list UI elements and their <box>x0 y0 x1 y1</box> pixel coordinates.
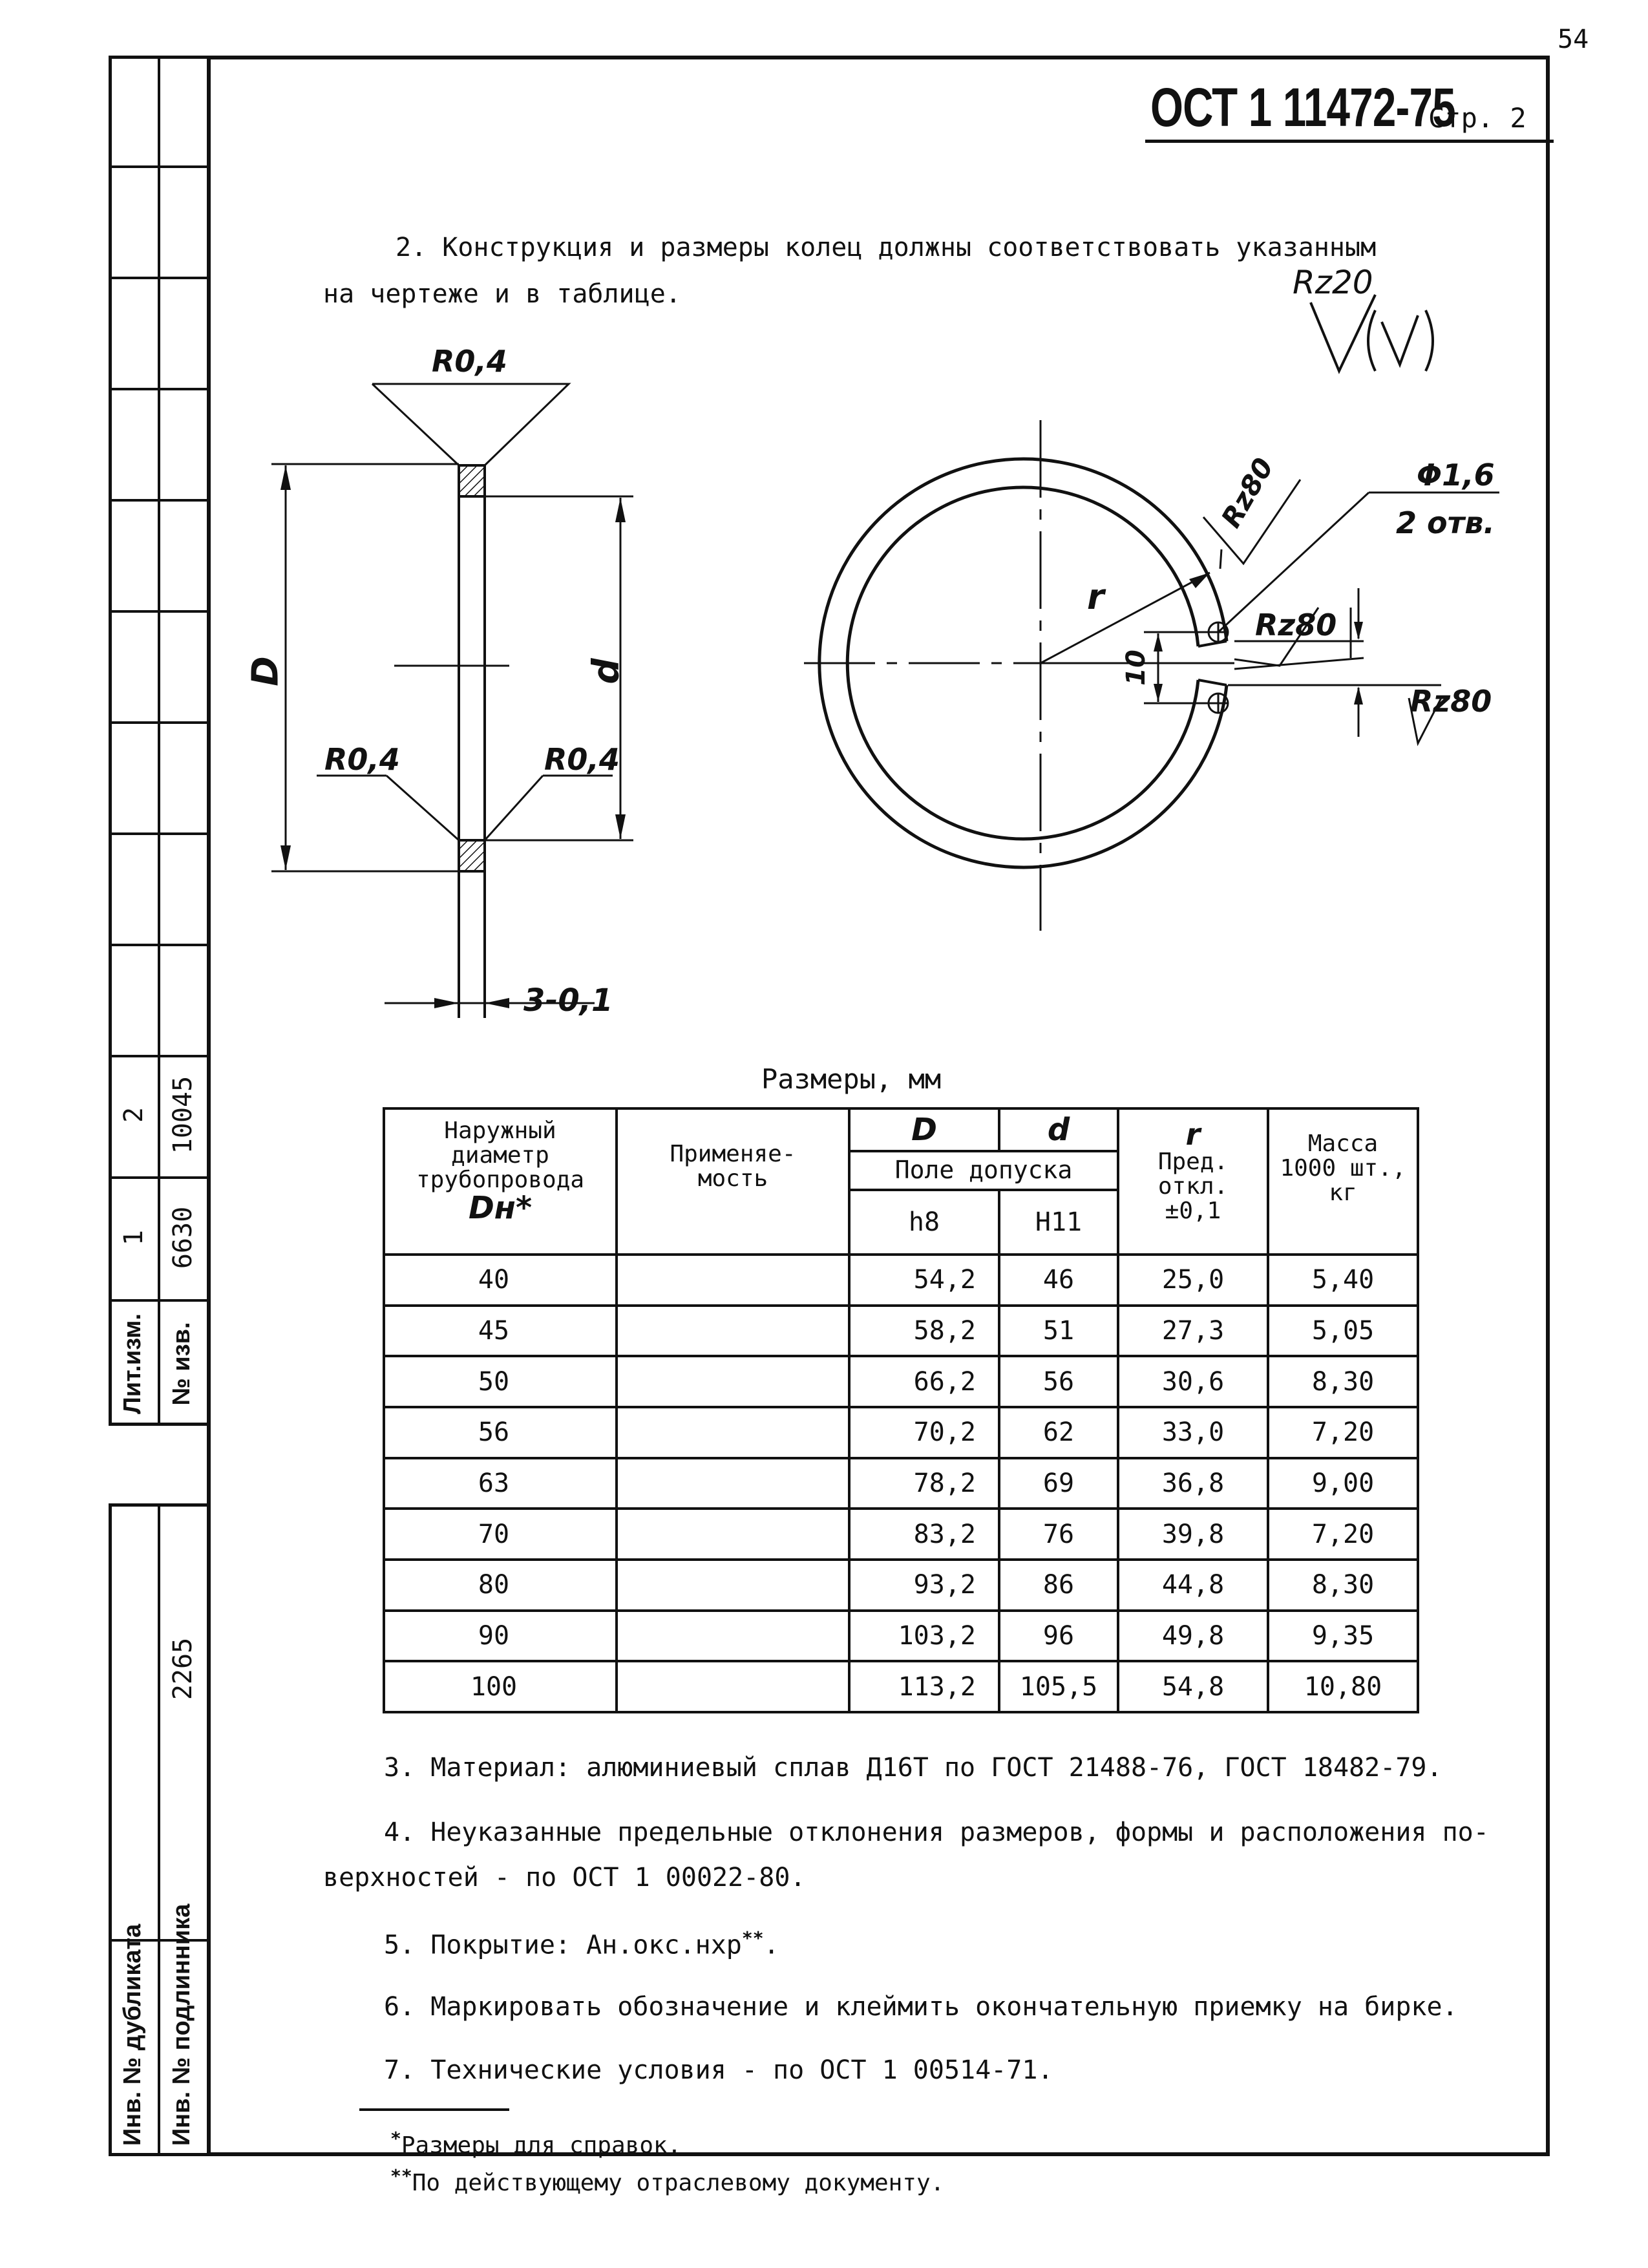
th-applicability: Применяе- мость <box>617 1108 849 1255</box>
rz80-gap-label: Rz80 <box>1255 608 1337 642</box>
cell-d: 69 <box>999 1458 1118 1509</box>
intro-line-2: на чертеже и в таблице. <box>323 279 681 309</box>
header-underline <box>1145 140 1554 143</box>
note-7: 7. Технические условия - по ОСТ 1 00514-71. <box>384 2055 1053 2085</box>
stamp-orig-value: 2265 <box>168 1637 198 1701</box>
thickness-label: 3-0,1 <box>523 982 613 1019</box>
cell-r: 54,8 <box>1118 1661 1268 1712</box>
fillet-label-top: R0,4 <box>432 344 507 379</box>
stamp-label-lit: Лит.изм. <box>119 1313 146 1414</box>
note-6: 6. Маркировать обозначение и клеймить окончательную приемку на бирке. <box>384 1992 1458 2022</box>
cell-d: 46 <box>999 1255 1118 1306</box>
cell-dn: 40 <box>384 1255 617 1306</box>
radius-r-label: r <box>1087 577 1104 617</box>
th-mass: Масса 1000 шт., кг <box>1268 1108 1418 1255</box>
cell-app <box>617 1356 849 1407</box>
cell-dn: 45 <box>384 1306 617 1357</box>
ring-drawing <box>795 414 1506 970</box>
table-row <box>384 1509 1418 1560</box>
table-row <box>384 1458 1418 1509</box>
cell-mass: 8,30 <box>1268 1356 1418 1407</box>
th-h8: h8 <box>849 1190 999 1255</box>
cell-app <box>617 1560 849 1611</box>
cell-dn: 70 <box>384 1509 617 1560</box>
page-number: 54 <box>1558 25 1589 54</box>
cell-app <box>617 1306 849 1357</box>
table-title: Размеры, мм <box>761 1063 942 1095</box>
hole-callout-label: Φ1,6 <box>1417 458 1495 493</box>
cell-D: 93,2 <box>849 1560 999 1611</box>
fillet-label-bottom-right: R0,4 <box>544 742 620 777</box>
th-outer-diameter: Наружный диаметр трубопровода Dн* <box>384 1108 617 1255</box>
cell-d: 56 <box>999 1356 1118 1407</box>
cell-r: 44,8 <box>1118 1560 1268 1611</box>
stamp-lit-1: 1 <box>119 1229 149 1246</box>
cell-mass: 7,20 <box>1268 1509 1418 1560</box>
cell-r: 30,6 <box>1118 1356 1268 1407</box>
stamp-izv-1: 6630 <box>168 1206 198 1269</box>
cell-d: 62 <box>999 1407 1118 1458</box>
cell-D: 70,2 <box>849 1407 999 1458</box>
dim-d-label: d <box>585 658 628 684</box>
section-drawing <box>246 349 659 1041</box>
hole-count-label: 2 отв. <box>1396 505 1495 540</box>
table-row <box>384 1356 1418 1407</box>
note-4-line-2: верхностей - по ОСТ 1 00022-80. <box>323 1863 806 1892</box>
note-4-line-1: 4. Неуказанные предельные отклонения размеров, формы и расположения по- <box>384 1818 1489 1847</box>
cell-D: 113,2 <box>849 1661 999 1712</box>
table-row <box>384 1611 1418 1662</box>
stamp-lit-2: 2 <box>119 1107 149 1123</box>
note-5: 5. Покрытие: Ан.окс.нхр**. <box>384 1927 779 1960</box>
rz80-outer-label: Rz80 <box>1215 452 1280 533</box>
cell-app <box>617 1611 849 1662</box>
cell-dn: 56 <box>384 1407 617 1458</box>
cell-dn: 80 <box>384 1560 617 1611</box>
cell-r: 49,8 <box>1118 1611 1268 1662</box>
table-row <box>384 1306 1418 1357</box>
cell-mass: 8,30 <box>1268 1560 1418 1611</box>
cell-D: 58,2 <box>849 1306 999 1357</box>
th-D: D <box>849 1108 999 1151</box>
dim-10-label: 10 <box>1121 650 1151 686</box>
stamp-izv-2: 10045 <box>168 1076 198 1154</box>
cell-r: 27,3 <box>1118 1306 1268 1357</box>
cell-dn: 50 <box>384 1356 617 1407</box>
cell-r: 33,0 <box>1118 1407 1268 1458</box>
page-label: Стр. 2 <box>1428 102 1527 134</box>
roughness-general-label: Rz20 <box>1293 264 1373 301</box>
footnote-1: *Размеры для справок. <box>390 2128 682 2159</box>
cell-D: 78,2 <box>849 1458 999 1509</box>
cell-mass: 5,40 <box>1268 1255 1418 1306</box>
cell-app <box>617 1407 849 1458</box>
table-row <box>384 1560 1418 1611</box>
th-H11: H11 <box>999 1190 1118 1255</box>
stamp-label-izv: № изв. <box>168 1322 195 1406</box>
roughness-symbol-icon <box>1299 290 1448 380</box>
cell-d: 96 <box>999 1611 1118 1662</box>
dim-D-label: D <box>244 656 287 686</box>
cell-dn: 63 <box>384 1458 617 1509</box>
rz80-right-label: Rz80 <box>1410 684 1492 719</box>
cell-app <box>617 1458 849 1509</box>
cell-r: 25,0 <box>1118 1255 1268 1306</box>
cell-r: 39,8 <box>1118 1509 1268 1560</box>
table-row <box>384 1255 1418 1306</box>
footnote-separator <box>359 2108 509 2111</box>
cell-D: 83,2 <box>849 1509 999 1560</box>
cell-d: 105,5 <box>999 1661 1118 1712</box>
cell-dn: 90 <box>384 1611 617 1662</box>
stamp-dup-label: Инв. № дубликата <box>119 1924 146 2146</box>
footnote-2: **По действующему отраслевому документу. <box>390 2165 945 2196</box>
doc-code: ОСТ 1 11472-75 <box>1150 77 1455 138</box>
cell-mass: 9,35 <box>1268 1611 1418 1662</box>
cell-mass: 9,00 <box>1268 1458 1418 1509</box>
cell-D: 103,2 <box>849 1611 999 1662</box>
cell-mass: 5,05 <box>1268 1306 1418 1357</box>
th-r: r Пред. откл. ±0,1 <box>1118 1108 1268 1255</box>
cell-app <box>617 1509 849 1560</box>
stamp-orig-label: Инв. № подлинника <box>168 1903 195 2146</box>
cell-d: 51 <box>999 1306 1118 1357</box>
fillet-label-bottom-left: R0,4 <box>324 742 400 777</box>
dimensions-table <box>383 1107 1419 1713</box>
intro-line-1: 2. Конструкция и размеры колец должны соответствовать указанным <box>396 233 1377 262</box>
cell-r: 36,8 <box>1118 1458 1268 1509</box>
th-d: d <box>999 1108 1118 1151</box>
cell-app <box>617 1661 849 1712</box>
table-row <box>384 1407 1418 1458</box>
cell-D: 54,2 <box>849 1255 999 1306</box>
cell-mass: 10,80 <box>1268 1661 1418 1712</box>
table-row <box>384 1661 1418 1712</box>
cell-dn: 100 <box>384 1661 617 1712</box>
note-3: 3. Материал: алюминиевый сплав Д16Т по ГОСТ 21488-76, ГОСТ 18482-79. <box>384 1753 1442 1783</box>
cell-D: 66,2 <box>849 1356 999 1407</box>
cell-app <box>617 1255 849 1306</box>
cell-d: 86 <box>999 1560 1118 1611</box>
cell-d: 76 <box>999 1509 1118 1560</box>
cell-mass: 7,20 <box>1268 1407 1418 1458</box>
th-tolerance-field: Поле допуска <box>849 1151 1118 1190</box>
